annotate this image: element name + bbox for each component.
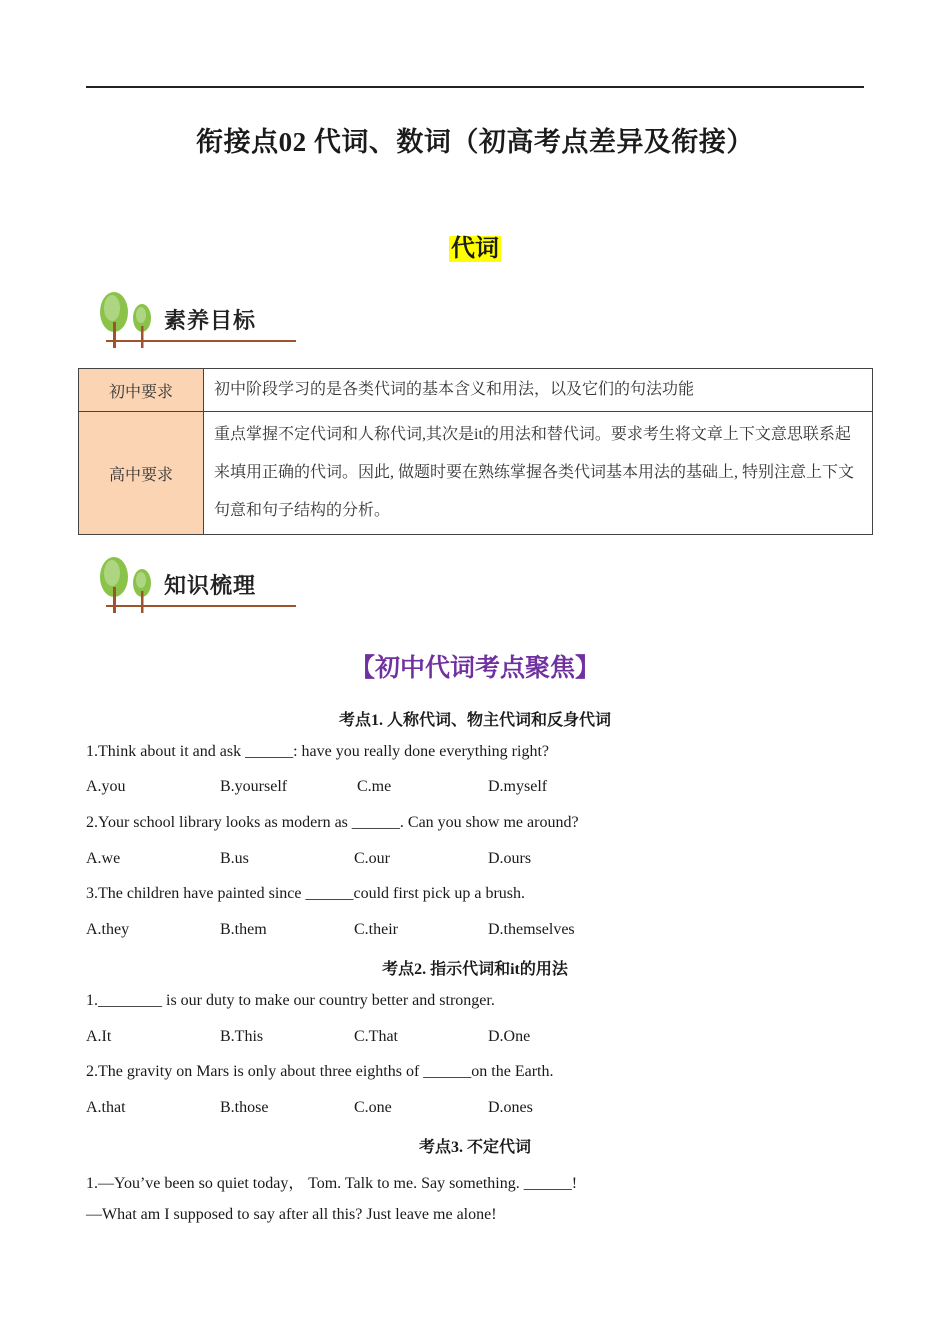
option-b: B.us [220,850,249,867]
option-b: B.yourself [220,778,288,795]
kaodian-1-heading: 考点1. 人称代词、物主代词和反身代词 [338,712,611,729]
top-rule [86,86,864,88]
kaodian-2-heading: 考点2. 指示代词和it的用法 [382,961,568,978]
requirement-text: 重点掌握不定代词和人称代词,其次是it的用法和替代词。要求考生将文章上下文意思联系起来填用正确的代词。因此, 做题时要在熟练掌握各类代词基本用法的基础上, 特别注意上下文句意和句子结构的分析。 [204,412,873,535]
question-stem: 1.—You’ve been so quiet today， Tom. Talk to me. Say something. ______! [86,1175,578,1192]
knowledge-header [96,555,306,617]
knowledge-header-label: 知识梳理 [164,574,257,599]
section-heading [0,228,950,263]
option-c: C.their [354,921,398,938]
option-d: D.ours [488,850,532,867]
option-c: C.one [354,1099,392,1116]
question-stem: 1.________ is our duty to make our country better and stronger. [86,992,495,1009]
option-a: A.we [86,850,121,867]
option-b: B.those [220,1099,269,1116]
question-stem: 1.Think about it and ask ______: have you really done everything right? [86,743,549,760]
requirement-label: 初中要求 [79,369,204,412]
option-c: C.me [357,778,392,795]
table-row [79,412,873,535]
option-a: A.that [86,1099,126,1116]
question-options [86,1028,786,1050]
knowledge-header-underline [106,605,296,607]
question-options [86,921,786,943]
option-d: D.themselves [488,921,575,938]
question-line: —What am I supposed to say after all this? Just leave me alone! [86,1206,497,1223]
requirement-label: 高中要求 [79,412,204,535]
goals-header [96,290,306,352]
option-b: B.This [220,1028,264,1045]
option-a: A.It [86,1028,112,1045]
goals-header-underline [106,340,296,342]
requirement-text: 初中阶段学习的是各类代词的基本含义和用法，以及它们的句法功能 [204,369,873,412]
option-a: A.they [86,921,130,938]
question-stem: 2.The gravity on Mars is only about three eighths of ______on the Earth. [86,1063,554,1080]
option-b: B.them [220,921,267,938]
requirements-table [78,368,873,535]
question-stem: 3.The children have painted since ______could first pick up a brush. [86,885,525,902]
option-d: D.ones [488,1099,533,1116]
section-heading-text: 代词 [451,236,499,262]
goals-header-label: 素养目标 [164,309,257,334]
document-title: 衔接点02 代词、数词（初高考点差异及衔接） [196,127,754,157]
option-c: C.our [354,850,390,867]
kaodian-3-heading: 考点3. 不定代词 [418,1139,531,1156]
question-options [86,778,786,800]
option-c: C.That [354,1028,398,1045]
question-options [86,850,786,872]
option-d: D.One [488,1028,531,1045]
focus-title: 【初中代词考点聚焦】 [349,655,600,682]
question-stem: 2.Your school library looks as modern as ______. Can you show me around? [86,814,579,831]
table-row [79,369,873,412]
option-d: D.myself [488,778,548,795]
option-a: A.you [86,778,126,795]
question-options [86,1099,786,1121]
